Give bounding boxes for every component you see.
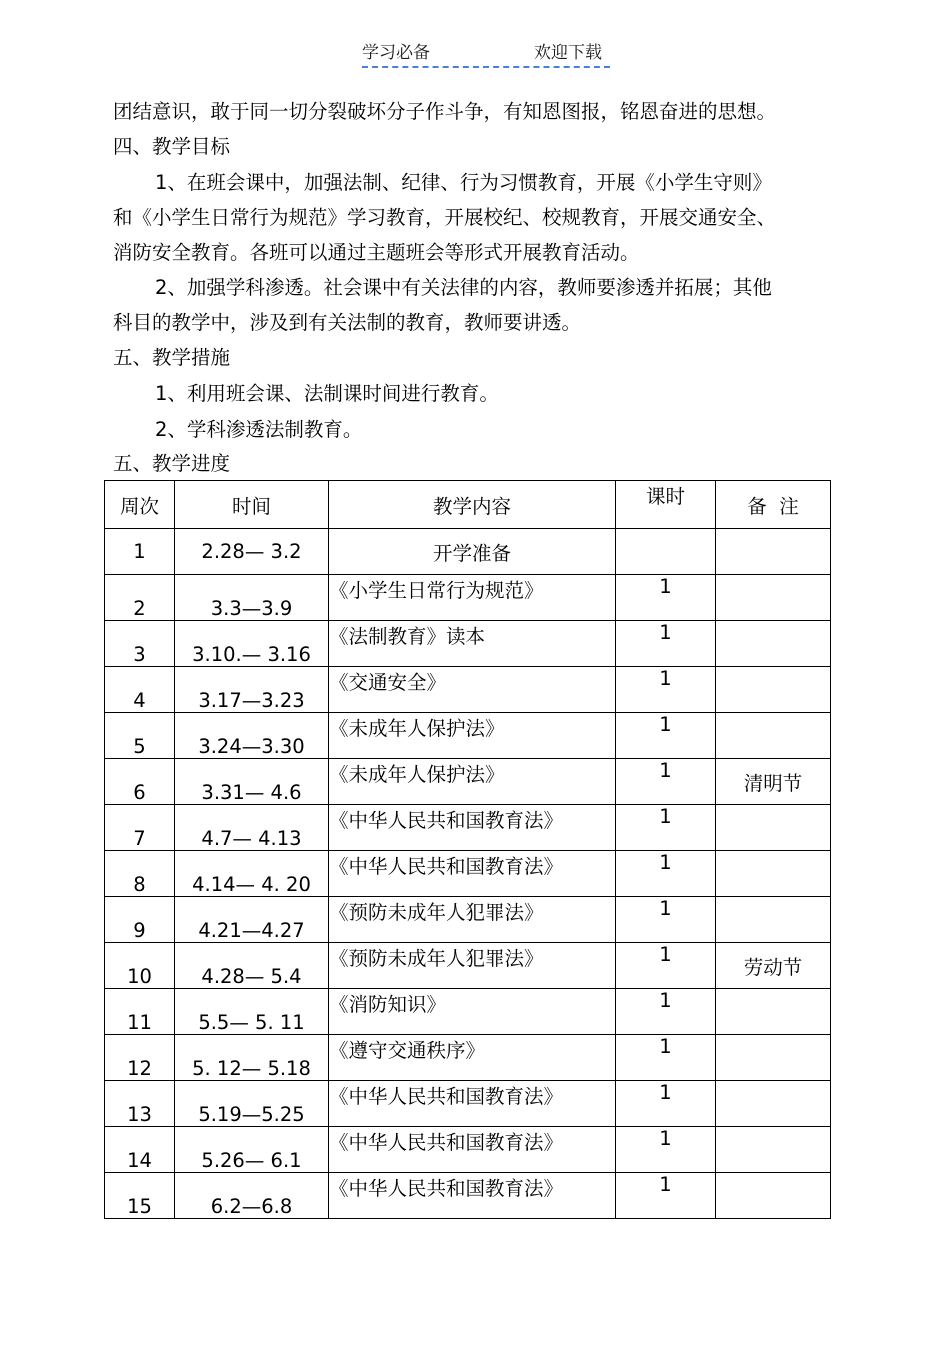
cell-content: 《小学生日常行为规范》 — [329, 575, 616, 621]
goal-1-line-2: 和《小学生日常行为规范》学习教育，开展校纪、校规教育，开展交通安全、 — [113, 206, 777, 229]
cell-hours: 1 — [616, 667, 716, 713]
table-row — [105, 1035, 831, 1081]
cell-week: 2 — [105, 575, 175, 621]
cell-week: 8 — [105, 851, 175, 897]
cell-time: 5.26— 6.1 — [175, 1127, 329, 1173]
section-heading-measures: 五、教学措施 — [113, 346, 231, 369]
cell-time: 6.2—6.8 — [175, 1173, 329, 1219]
cell-week: 15 — [105, 1173, 175, 1219]
cell-note — [716, 575, 831, 621]
cell-hours: 1 — [616, 989, 716, 1035]
measure-1: 1、利用班会课、法制课时间进行教育。 — [155, 382, 499, 405]
cell-note — [716, 805, 831, 851]
cell-week: 10 — [105, 943, 175, 989]
table-row — [105, 621, 831, 667]
page-header — [362, 42, 610, 68]
cell-week: 4 — [105, 667, 175, 713]
cell-note — [716, 1173, 831, 1219]
cell-hours: 1 — [616, 897, 716, 943]
cell-week: 13 — [105, 1081, 175, 1127]
cell-hours: 1 — [616, 1127, 716, 1173]
header-hours: 课时 — [616, 481, 716, 529]
cell-hours: 1 — [616, 759, 716, 805]
cell-week: 3 — [105, 621, 175, 667]
cell-note: 清明节 — [716, 759, 831, 805]
cell-time: 3.10.— 3.16 — [175, 621, 329, 667]
header-time: 时间 — [175, 481, 329, 529]
cell-hours: 1 — [616, 713, 716, 759]
cell-content: 《中华人民共和国教育法》 — [329, 1127, 616, 1173]
cell-hours: 1 — [616, 1081, 716, 1127]
cell-time: 3.17—3.23 — [175, 667, 329, 713]
cell-note — [716, 1035, 831, 1081]
cell-week: 14 — [105, 1127, 175, 1173]
cell-hours: 1 — [616, 943, 716, 989]
cell-time: 4.7— 4.13 — [175, 805, 329, 851]
cell-hours — [616, 529, 716, 575]
cell-time: 4.21—4.27 — [175, 897, 329, 943]
cell-note — [716, 713, 831, 759]
cell-content: 《中华人民共和国教育法》 — [329, 1173, 616, 1219]
cell-note — [716, 989, 831, 1035]
table-row — [105, 805, 831, 851]
header-content: 教学内容 — [329, 481, 616, 529]
table-row — [105, 759, 831, 805]
cell-note — [716, 1127, 831, 1173]
header-week: 周次 — [105, 481, 175, 529]
cell-time: 3.24—3.30 — [175, 713, 329, 759]
schedule-table — [104, 480, 831, 1219]
cell-hours: 1 — [616, 1035, 716, 1081]
cell-content: 《中华人民共和国教育法》 — [329, 851, 616, 897]
table-row — [105, 1173, 831, 1219]
table-row — [105, 713, 831, 759]
cell-week: 12 — [105, 1035, 175, 1081]
cell-content: 《预防未成年人犯罪法》 — [329, 897, 616, 943]
cell-note — [716, 529, 831, 575]
cell-hours: 1 — [616, 1173, 716, 1219]
cell-content: 《交通安全》 — [329, 667, 616, 713]
cell-note — [716, 667, 831, 713]
header-left-text: 学习必备 — [362, 43, 430, 63]
cell-content: 《未成年人保护法》 — [329, 759, 616, 805]
measure-2: 2、学科渗透法制教育。 — [155, 418, 363, 441]
cell-content: 《消防知识》 — [329, 989, 616, 1035]
section-heading-schedule: 五、教学进度 — [113, 452, 231, 475]
table-row — [105, 1127, 831, 1173]
goal-2-line-2: 科目的教学中，涉及到有关法制的教育，教师要讲透。 — [113, 311, 582, 334]
goal-1-line-1: 1、在班会课中，加强法制、纪律、行为习惯教育，开展《小学生守则》 — [155, 171, 772, 194]
cell-week: 7 — [105, 805, 175, 851]
cell-week: 11 — [105, 989, 175, 1035]
cell-hours: 1 — [616, 621, 716, 667]
cell-note — [716, 897, 831, 943]
cell-content: 《未成年人保护法》 — [329, 713, 616, 759]
cell-time: 3.31— 4.6 — [175, 759, 329, 805]
cell-week: 5 — [105, 713, 175, 759]
cell-time: 2.28— 3.2 — [175, 529, 329, 575]
header-note: 备 注 — [716, 481, 831, 529]
cell-content: 《中华人民共和国教育法》 — [329, 805, 616, 851]
cell-hours: 1 — [616, 805, 716, 851]
cell-time: 4.28— 5.4 — [175, 943, 329, 989]
section-heading-goals: 四、教学目标 — [113, 135, 231, 158]
cell-time: 3.3—3.9 — [175, 575, 329, 621]
cell-hours: 1 — [616, 575, 716, 621]
cell-time: 5.5— 5. 11 — [175, 989, 329, 1035]
cell-note — [716, 851, 831, 897]
cell-time: 5. 12— 5.18 — [175, 1035, 329, 1081]
goal-2-line-1: 2、加强学科渗透。社会课中有关法律的内容，教师要渗透并拓展；其他 — [155, 276, 772, 299]
cell-content: 《法制教育》读本 — [329, 621, 616, 667]
cell-week: 1 — [105, 529, 175, 575]
cell-content: 开学准备 — [329, 529, 616, 575]
table-row — [105, 1081, 831, 1127]
table-header-row — [105, 481, 831, 529]
table-row — [105, 851, 831, 897]
table-row — [105, 943, 831, 989]
table-row — [105, 529, 831, 575]
cell-note: 劳动节 — [716, 943, 831, 989]
cell-content: 《预防未成年人犯罪法》 — [329, 943, 616, 989]
table-row — [105, 989, 831, 1035]
table-row — [105, 897, 831, 943]
table-row — [105, 667, 831, 713]
table-row — [105, 575, 831, 621]
cell-week: 6 — [105, 759, 175, 805]
cell-week: 9 — [105, 897, 175, 943]
cell-content: 《遵守交通秩序》 — [329, 1035, 616, 1081]
cell-note — [716, 1081, 831, 1127]
paragraph-continuation: 团结意识，敢于同一切分裂破坏分子作斗争，有知恩图报，铭恩奋进的思想。 — [113, 100, 777, 123]
cell-time: 5.19—5.25 — [175, 1081, 329, 1127]
cell-hours: 1 — [616, 851, 716, 897]
goal-1-line-3: 消防安全教育。各班可以通过主题班会等形式开展教育活动。 — [113, 241, 640, 264]
cell-time: 4.14— 4. 20 — [175, 851, 329, 897]
cell-content: 《中华人民共和国教育法》 — [329, 1081, 616, 1127]
header-right-text: 欢迎下载 — [534, 43, 602, 63]
cell-note — [716, 621, 831, 667]
